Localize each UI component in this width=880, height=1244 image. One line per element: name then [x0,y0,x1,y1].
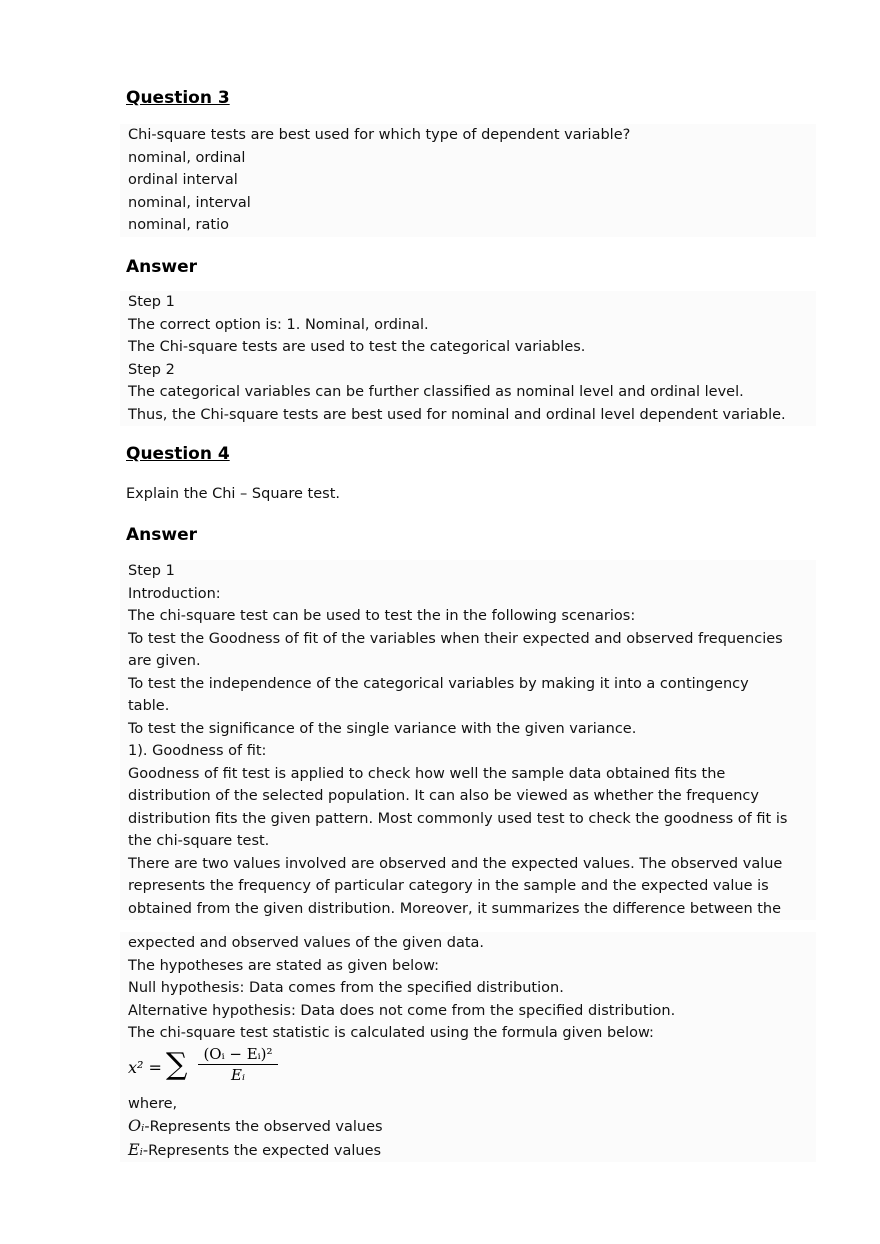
option-line: nominal, interval [128,194,251,211]
answer-line: expected and observed values of the given data. [128,935,485,951]
answer-line: The correct option is: 1. Nominal, ordinal. [128,316,429,333]
where-label: where, [128,1095,178,1112]
definition-expected [128,1139,808,1163]
answer-line: distribution of the selected population. It can also be viewed as whether the frequency [128,788,759,804]
answer-line: To test the significance of the single variance with the given variance. [128,720,637,737]
definition-observed [128,1115,808,1139]
step-label: Step 1 [128,563,175,579]
question-3-body [120,124,816,237]
summation-symbol: ∑ [166,1046,188,1082]
answer-line: represents the frequency of particular category in the sample and the expected value is [128,878,769,894]
expected-description: -Represents the expected values [142,1142,382,1159]
step-label: Step 2 [128,361,175,378]
answer-line: The chi-square test can be used to test the in the following scenarios: [128,608,636,624]
answer-line: To test the independence of the categorical variables by making it into a contingency [128,675,749,692]
answer-line: Alternative hypothesis: Data does not come from the specified distribution. [128,1002,676,1019]
answer-line: distribution fits the given pattern. Most commonly used test to check the goodness of fit is [128,810,788,827]
answer-line: The hypotheses are stated as given below: [128,957,440,974]
answer-line: the chi-square test. [128,833,270,849]
answer-line: To test the Goodness of fit of the variables when their expected and observed frequencies [128,630,783,647]
option-line: nominal, ratio [128,217,229,233]
option-line: ordinal interval [128,172,238,188]
answer-3-body [120,291,816,426]
step-label: Step 1 [128,294,175,310]
answer-4-continued [120,932,816,1162]
formula-lhs: x² = [128,1057,162,1077]
option-line: nominal, ordinal [128,149,246,166]
answer-line: The chi-square test statistic is calculated using the formula given below: [128,1025,654,1041]
answer-3-title: Answer [126,257,197,277]
question-4-prompt: Explain the Chi – Square test. [126,486,341,502]
observed-symbol: Oᵢ [128,1116,145,1135]
formula-fraction [198,1045,278,1084]
answer-line: obtained from the given distribution. Moreover, it summarizes the difference between the [128,900,782,917]
answer-4-body [120,560,816,920]
answer-line: Introduction: [128,585,221,602]
answer-line: Thus, the Chi-square tests are best used for nominal and ordinal level dependent variable. [128,406,786,423]
answer-line: Null hypothesis: Data comes from the specified distribution. [128,980,564,996]
chi-square-formula [128,1045,808,1093]
answer-line: table. [128,698,170,714]
observed-description: -Represents the observed values [144,1119,383,1135]
answer-4-title: Answer [126,525,197,545]
answer-line: 1). Goodness of fit: [128,743,267,759]
question-4-title: Question 4 [126,444,230,464]
formula-denominator: Eᵢ [231,1065,245,1084]
expected-symbol: Eᵢ [128,1139,143,1159]
answer-line: Goodness of fit test is applied to check how well the sample data obtained fits the [128,765,726,782]
question-3-title: Question 3 [126,88,230,108]
answer-line: The categorical variables can be further classified as nominal level and ordinal level. [128,384,744,400]
formula-numerator: (Oᵢ − Eᵢ)² [198,1045,278,1065]
answer-line: are given. [128,653,201,669]
answer-line: The Chi-square tests are used to test the categorical variables. [128,339,586,355]
question-3-prompt: Chi-square tests are best used for which type of dependent variable? [128,127,631,143]
answer-line: There are two values involved are observed and the expected values. The observed value [128,855,783,872]
